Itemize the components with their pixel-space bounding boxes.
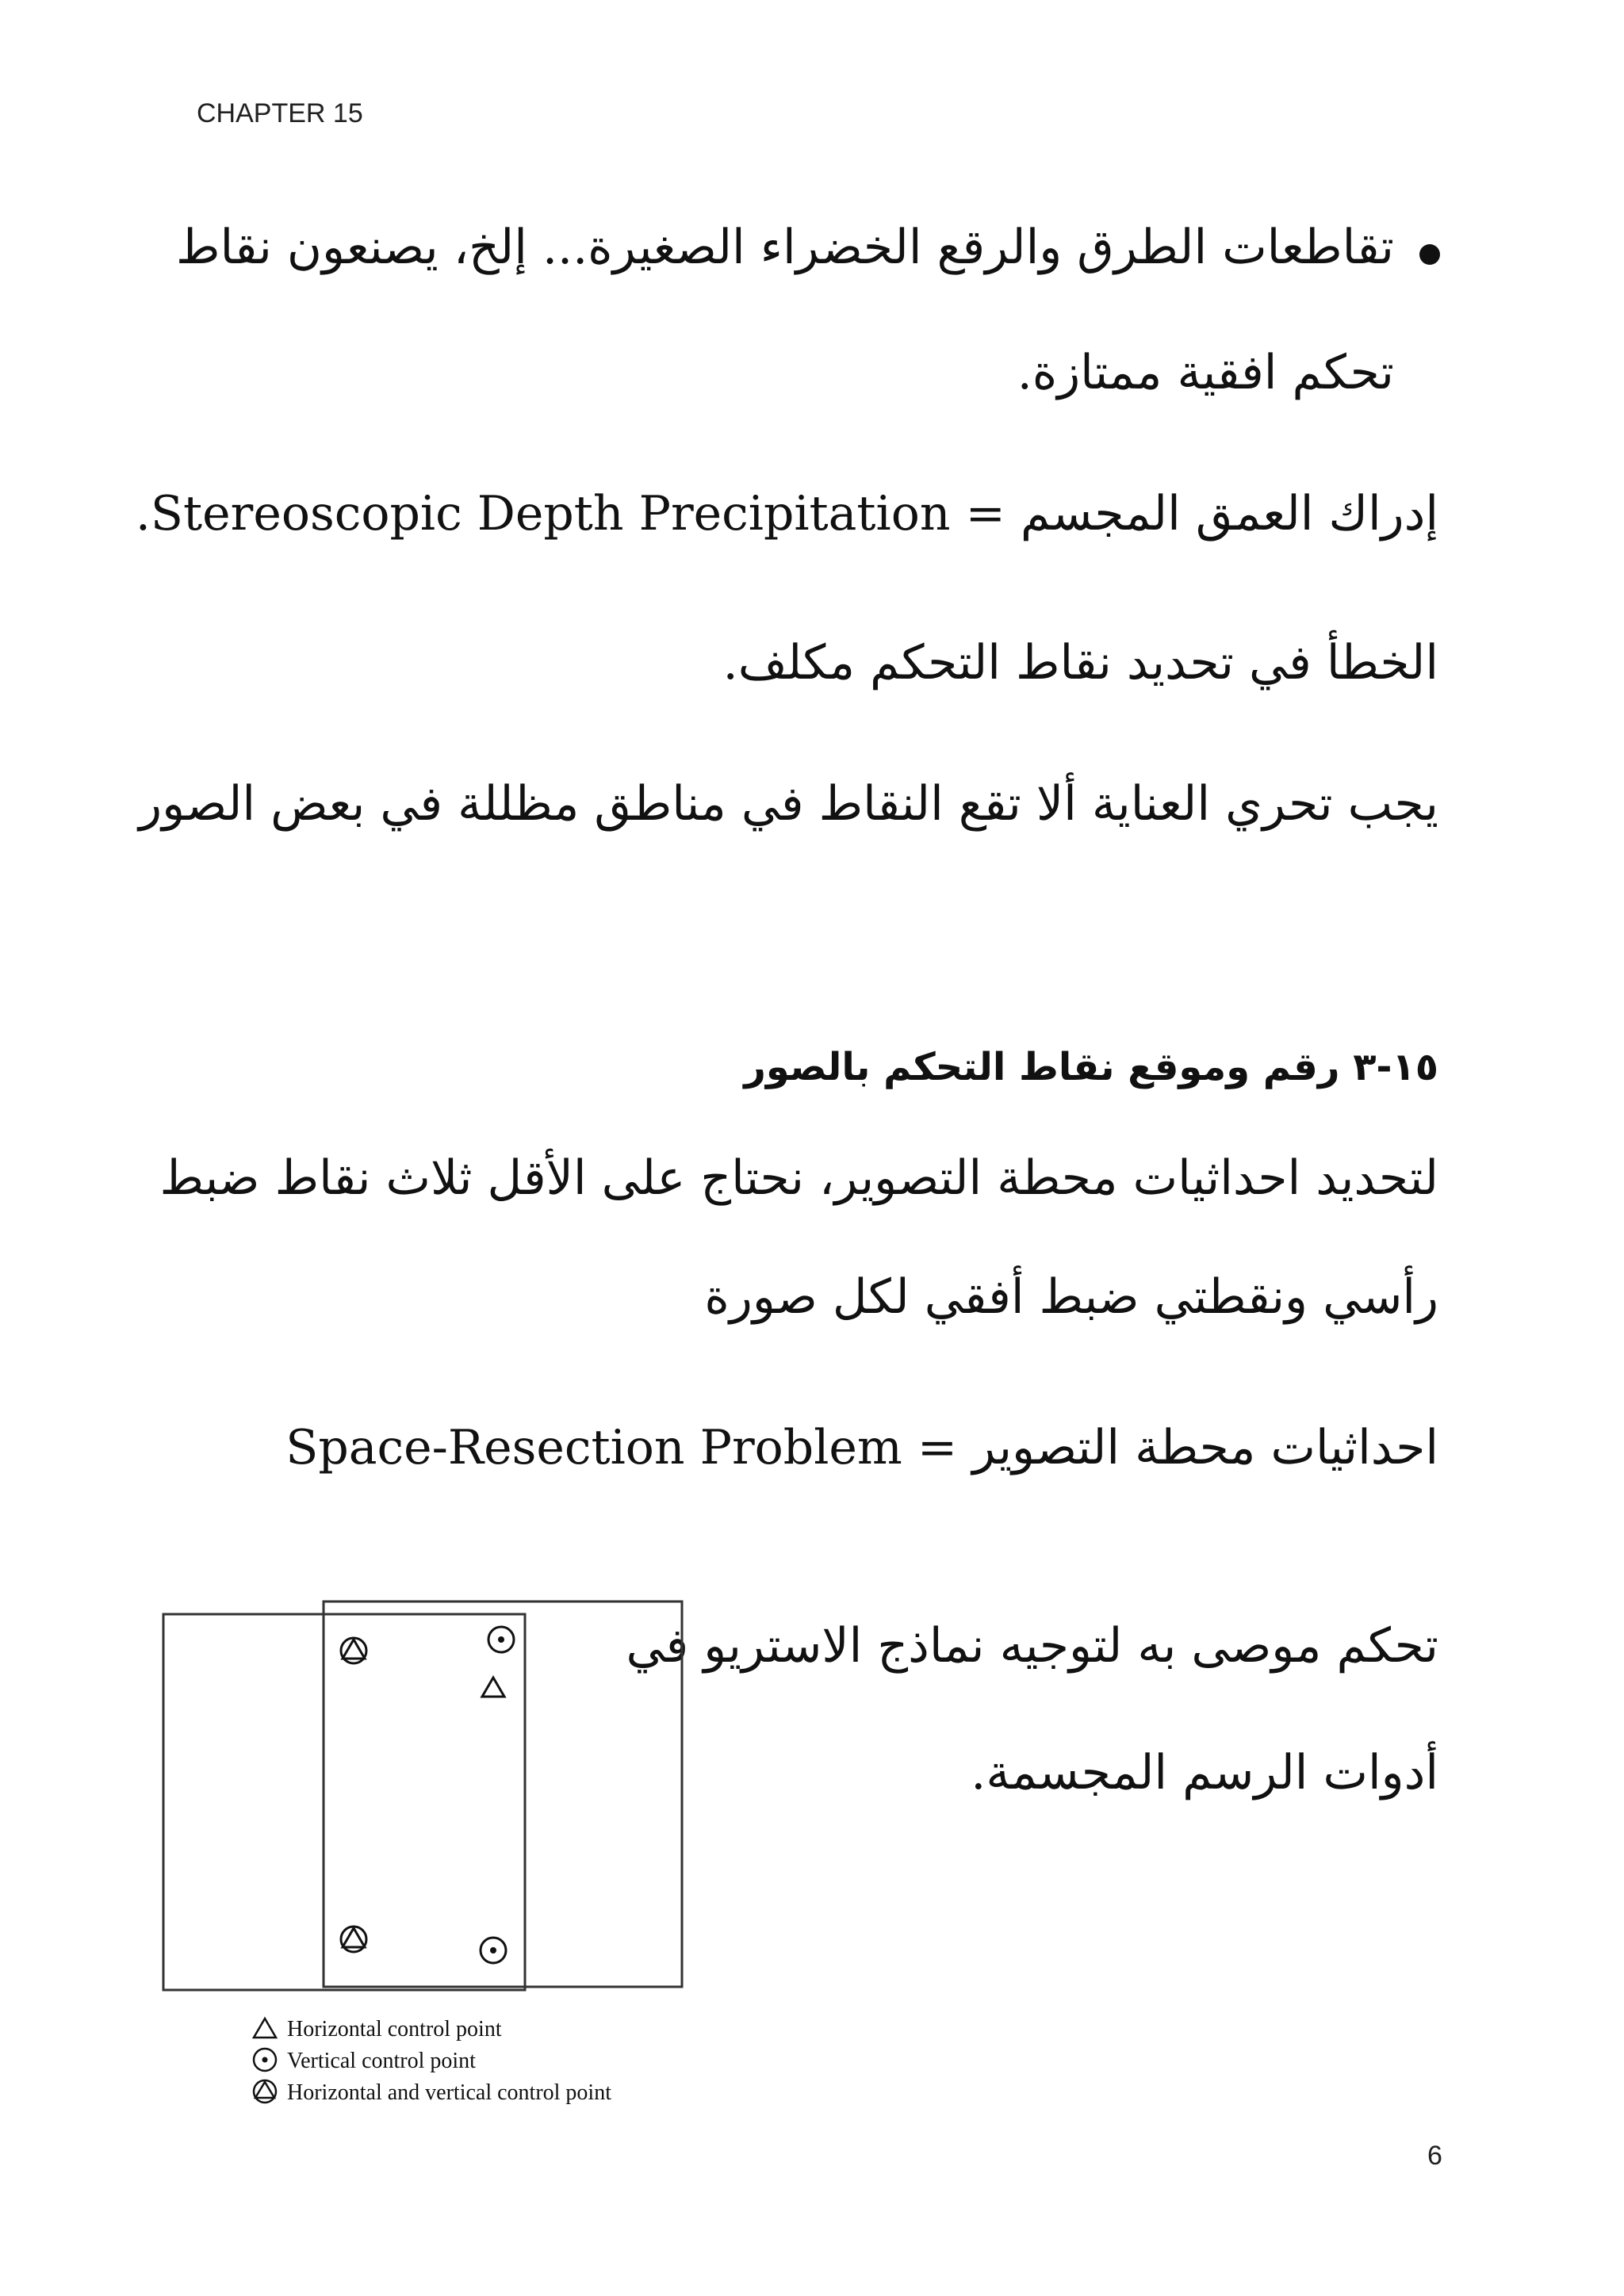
bullet-text-line-1: تقاطعات الطرق والرقع الخضراء الصغيرة... إلخ، يصنعون نقاط [176, 220, 1394, 275]
page-number: 6 [1427, 2141, 1442, 2171]
figure-caption-line-2: أدوات الرسم المجسمة. [971, 1745, 1438, 1800]
triangle-icon [482, 1678, 504, 1697]
legend-label-horizontal: Horizontal control point [287, 2017, 502, 2042]
figure-caption-line-1: تحكم موصى به لتوجيه نماذج الاستريو في [626, 1618, 1438, 1674]
circle-dot-icon [254, 2049, 276, 2071]
paragraph-resection-line-1: لتحديد احداثيات محطة التصوير، نحتاج على الأقل ثلاث نقاط ضبط [159, 1150, 1438, 1206]
triangle-icon [254, 2019, 276, 2038]
paragraph-space-resection: احداثيات محطة التصوير = Space-Resection Problem [285, 1420, 1438, 1475]
overlap-area [324, 1614, 525, 1990]
right-photo-frame [324, 1601, 682, 1987]
circle-triangle-icon [341, 1927, 366, 1952]
paragraph-resection-line-2: رأسي ونقطتي ضبط أفقي لكل صورة [704, 1269, 1438, 1325]
paragraph-control-error: الخطأ في تحديد نقاط التحكم مكلف. [722, 635, 1438, 691]
section-heading: ١٥-٣ رقم وموقع نقاط التحكم بالصور [744, 1045, 1438, 1089]
circle-triangle-icon [341, 1638, 366, 1663]
circle-triangle-icon [254, 2080, 276, 2103]
legend-label-combined: Horizontal and vertical control point [287, 2080, 611, 2105]
bullet-text-line-2: تحكم افقية ممتازة. [1017, 345, 1394, 400]
legend-label-vertical: Vertical control point [287, 2049, 476, 2073]
legend [254, 2017, 611, 2105]
circle-dot-icon [488, 1627, 514, 1652]
paragraph-shadow-warning: يجب تحري العناية ألا تقع النقاط في مناطق مظللة في بعض الصور [139, 776, 1438, 832]
circle-dot-icon [481, 1938, 506, 1963]
chapter-header: CHAPTER 15 [197, 98, 363, 128]
paragraph-depth-perception: إدراك العمق المجسم = Stereoscopic Depth Precipitation. [135, 486, 1438, 541]
left-photo-frame [163, 1614, 525, 1990]
